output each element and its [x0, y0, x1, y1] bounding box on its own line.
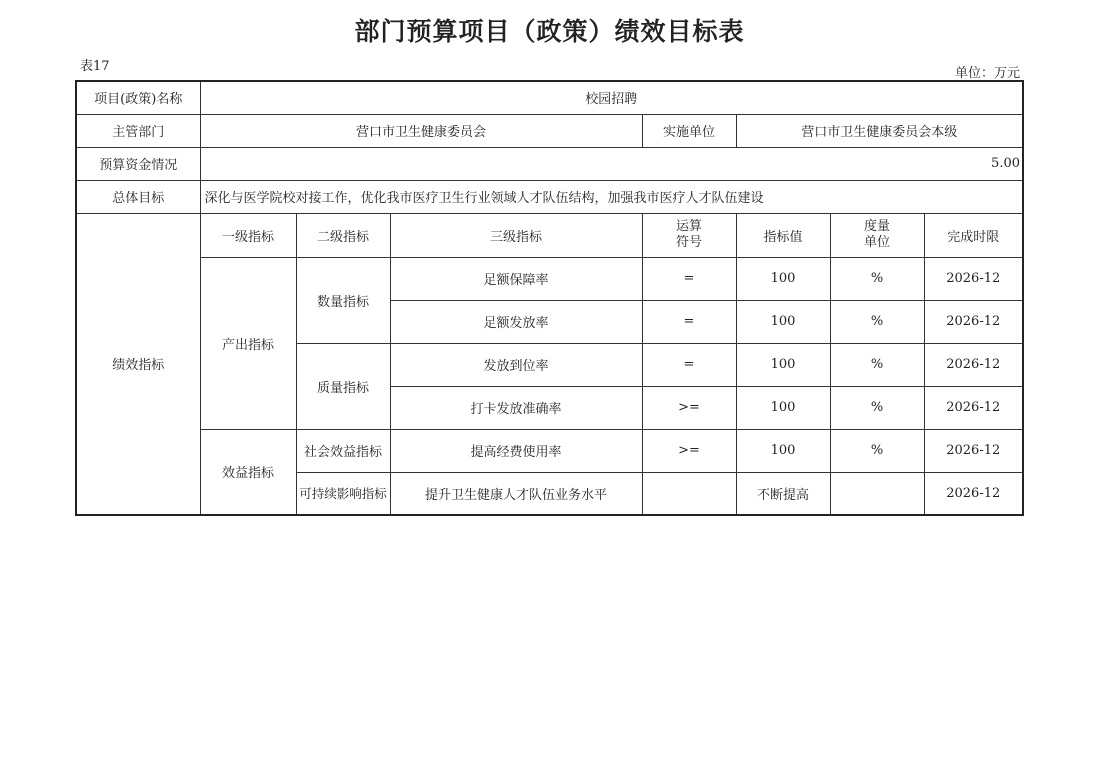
goal-value: 深化与医学院校对接工作，优化我市医疗卫生行业领域人才队伍结构，加强我市医疗人才队伍建设: [200, 180, 1023, 213]
indicator-unit: %: [830, 343, 924, 386]
indicator-value: 100: [736, 429, 830, 472]
header-operator-line2: 符号: [675, 235, 702, 250]
group-sustainable: 可持续影响指标: [296, 472, 390, 515]
indicator-deadline: 2026-12: [924, 472, 1023, 515]
indicator-op: [642, 472, 736, 515]
table-row: [76, 257, 1023, 300]
goal-row: [76, 180, 1023, 213]
perf-label: 绩效指标: [76, 213, 200, 515]
budget-row: [76, 147, 1023, 180]
group-output: 产出指标: [200, 257, 296, 429]
indicator-value: 100: [736, 343, 830, 386]
indicator-value: 不断提高: [736, 472, 830, 515]
indicator-op: =: [642, 257, 736, 300]
indicator-unit: %: [830, 386, 924, 429]
indicator-unit: [830, 472, 924, 515]
header-unit-line2: 单位: [863, 235, 890, 250]
table-number: 表17: [80, 59, 110, 74]
header-row: [76, 213, 1023, 257]
header-deadline: 完成时限: [924, 213, 1023, 257]
indicator-op: >=: [642, 429, 736, 472]
group-social: 社会效益指标: [296, 429, 390, 472]
project-name-row: [76, 81, 1023, 114]
indicator-op: =: [642, 343, 736, 386]
page-title: 部门预算项目（政策）绩效目标表: [354, 17, 745, 46]
impl-value: 营口市卫生健康委员会本级: [736, 114, 1023, 147]
indicator-name: 打卡发放准确率: [390, 386, 642, 429]
performance-table: [75, 80, 1024, 516]
header-value: 指标值: [736, 213, 830, 257]
department-row: [76, 114, 1023, 147]
budget-label: 预算资金情况: [76, 147, 200, 180]
group-quality: 质量指标: [296, 343, 390, 429]
table-row: [76, 429, 1023, 472]
group-quantity: 数量指标: [296, 257, 390, 343]
budget-value: 5.00: [200, 147, 1023, 180]
header-unit: [830, 213, 924, 257]
indicator-deadline: 2026-12: [924, 343, 1023, 386]
indicator-value: 100: [736, 300, 830, 343]
indicator-unit: %: [830, 300, 924, 343]
indicator-deadline: 2026-12: [924, 257, 1023, 300]
indicator-name: 发放到位率: [390, 343, 642, 386]
indicator-deadline: 2026-12: [924, 386, 1023, 429]
indicator-value: 100: [736, 386, 830, 429]
indicator-op: =: [642, 300, 736, 343]
header-unit-line1: 度量: [863, 219, 890, 234]
indicator-deadline: 2026-12: [924, 300, 1023, 343]
project-name-value: 校园招聘: [200, 81, 1023, 114]
indicator-name: 提升卫生健康人才队伍业务水平: [390, 472, 642, 515]
header-level3: 三级指标: [390, 213, 642, 257]
header-level2: 二级指标: [296, 213, 390, 257]
indicator-deadline: 2026-12: [924, 429, 1023, 472]
goal-label: 总体目标: [76, 180, 200, 213]
indicator-name: 足额保障率: [390, 257, 642, 300]
dept-value: 营口市卫生健康委员会: [200, 114, 642, 147]
indicator-unit: %: [830, 257, 924, 300]
indicator-op: >=: [642, 386, 736, 429]
dept-label: 主管部门: [76, 114, 200, 147]
project-name-label: 项目(政策)名称: [76, 81, 200, 114]
header-level1: 一级指标: [200, 213, 296, 257]
impl-label: 实施单位: [642, 114, 736, 147]
indicator-name: 提高经费使用率: [390, 429, 642, 472]
indicator-name: 足额发放率: [390, 300, 642, 343]
header-operator: [642, 213, 736, 257]
header-operator-line1: 运算: [675, 219, 702, 234]
unit-label: 单位：万元: [955, 66, 1021, 81]
indicator-unit: %: [830, 429, 924, 472]
indicator-value: 100: [736, 257, 830, 300]
group-benefit: 效益指标: [200, 429, 296, 515]
